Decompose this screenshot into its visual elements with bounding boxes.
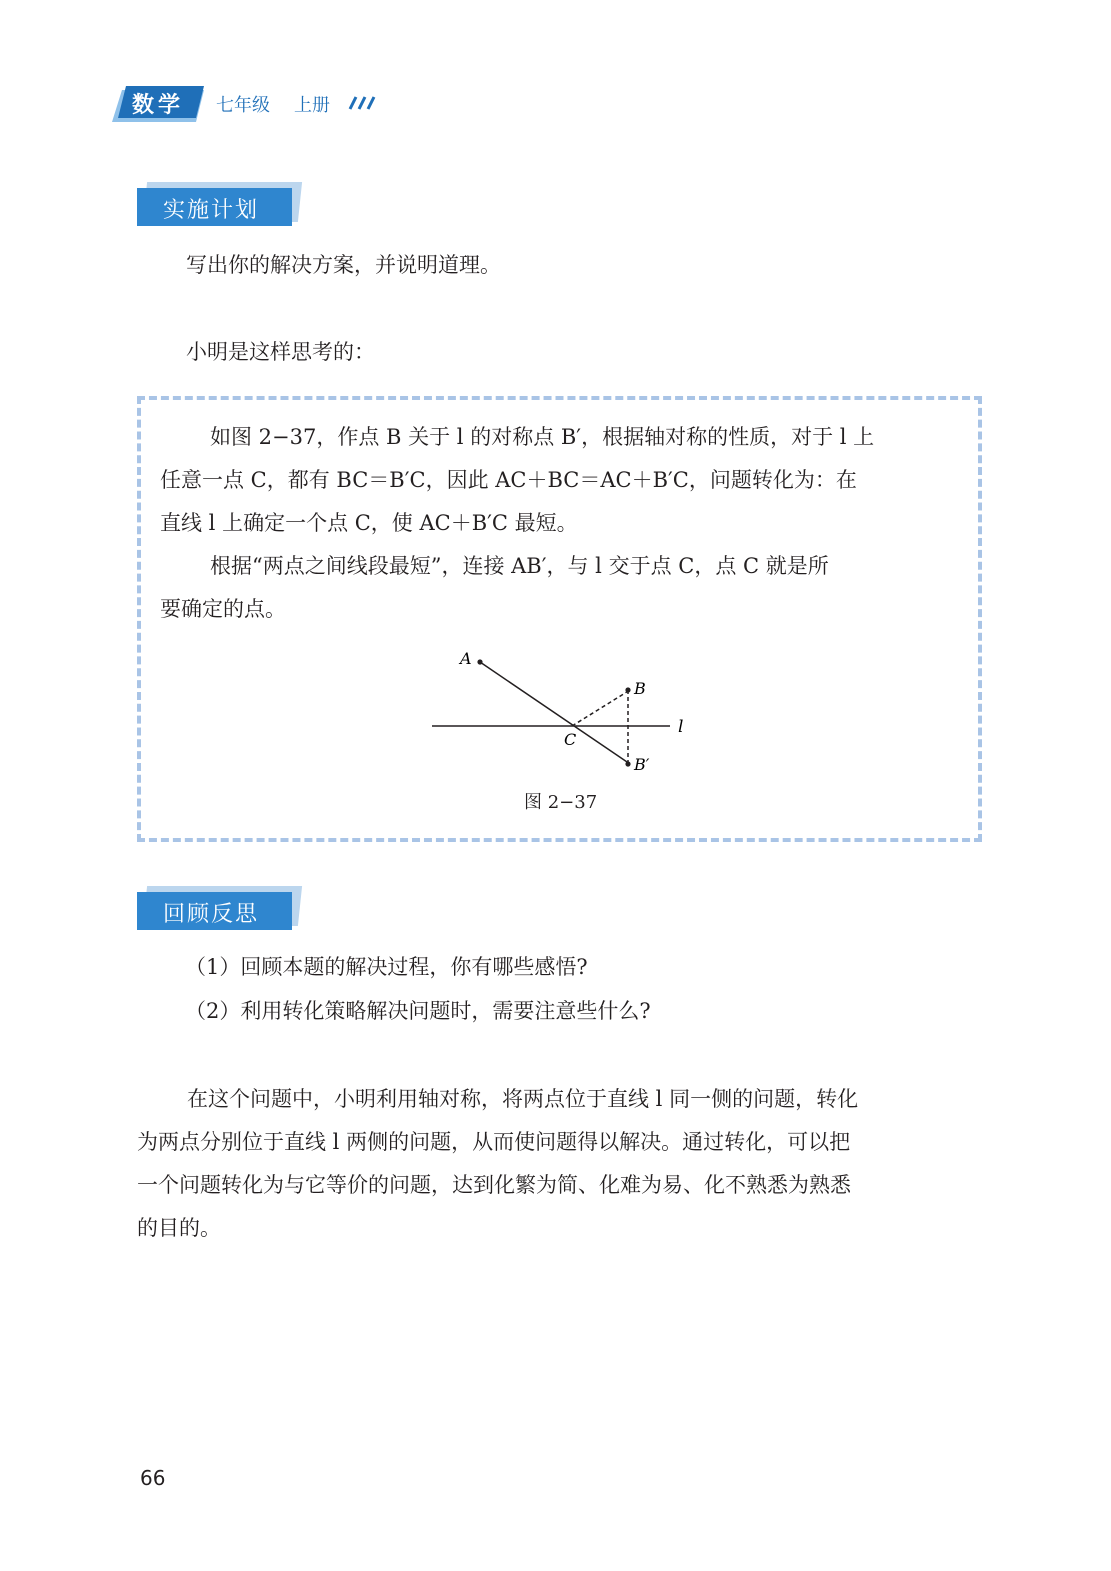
figure-2-37 (420, 642, 700, 782)
point-b-prime (625, 761, 630, 766)
label-l: l (678, 717, 684, 737)
conclusion-paragraph (137, 1078, 987, 1250)
point-b (625, 687, 630, 692)
subject-title: 数学 (132, 93, 185, 118)
conclusion-line: 为两点分别位于直线 l 两侧的问题，从而使问题得以解决。通过转化，可以把 (137, 1130, 851, 1154)
segment-a-b-prime (480, 662, 630, 764)
section-tag-implement-plan (137, 182, 307, 228)
box-paragraph-1 (160, 416, 960, 631)
page-number: 66 (140, 1466, 166, 1490)
label-b-prime: B′ (634, 755, 650, 774)
grade-label: 七年级 (216, 95, 270, 116)
figure-caption: 图 2−37 (524, 792, 598, 813)
box-line: 如图 2−37，作点 B 关于 l 的对称点 B′，根据轴对称的性质，对于 l 上 (210, 425, 875, 449)
section-tag-review (137, 886, 307, 932)
conclusion-line: 的目的。 (137, 1216, 221, 1240)
intro-text: 写出你的解决方案，并说明道理。 (186, 253, 501, 277)
label-a: A (460, 649, 472, 668)
box-line: 任意一点 C，都有 BC＝B′C，因此 AC＋BC＝AC＋B′C，问题转化为：在 (160, 468, 857, 492)
conclusion-line: 在这个问题中，小明利用轴对称，将两点位于直线 l 同一侧的问题，转化 (187, 1087, 859, 1111)
section-title: 实施计划 (163, 198, 260, 223)
conclusion-line: 一个问题转化为与它等价的问题，达到化繁为简、化难为易、化不熟悉为熟悉 (137, 1173, 851, 1197)
xiaoming-text: 小明是这样思考的： (186, 340, 375, 364)
section-title: 回顾反思 (163, 902, 260, 927)
review-question-2: （2）利用转化策略解决问题时，需要注意些什么? (185, 999, 651, 1023)
point-a (477, 659, 482, 664)
box-line: 根据“两点之间线段最短”，连接 AB′，与 l 交于点 C，点 C 就是所 (210, 554, 829, 578)
label-c: C (564, 730, 577, 749)
label-b: B (634, 679, 646, 698)
page-header (112, 82, 412, 124)
segment-c-b-dashed (572, 690, 630, 726)
slashes-decoration (344, 96, 378, 110)
volume-label: 上册 (294, 95, 330, 116)
box-line: 直线 l 上确定一个点 C，使 AC＋B′C 最短。 (160, 511, 578, 535)
box-line: 要确定的点。 (160, 597, 286, 621)
review-question-1: （1）回顾本题的解决过程，你有哪些感悟? (185, 955, 588, 979)
